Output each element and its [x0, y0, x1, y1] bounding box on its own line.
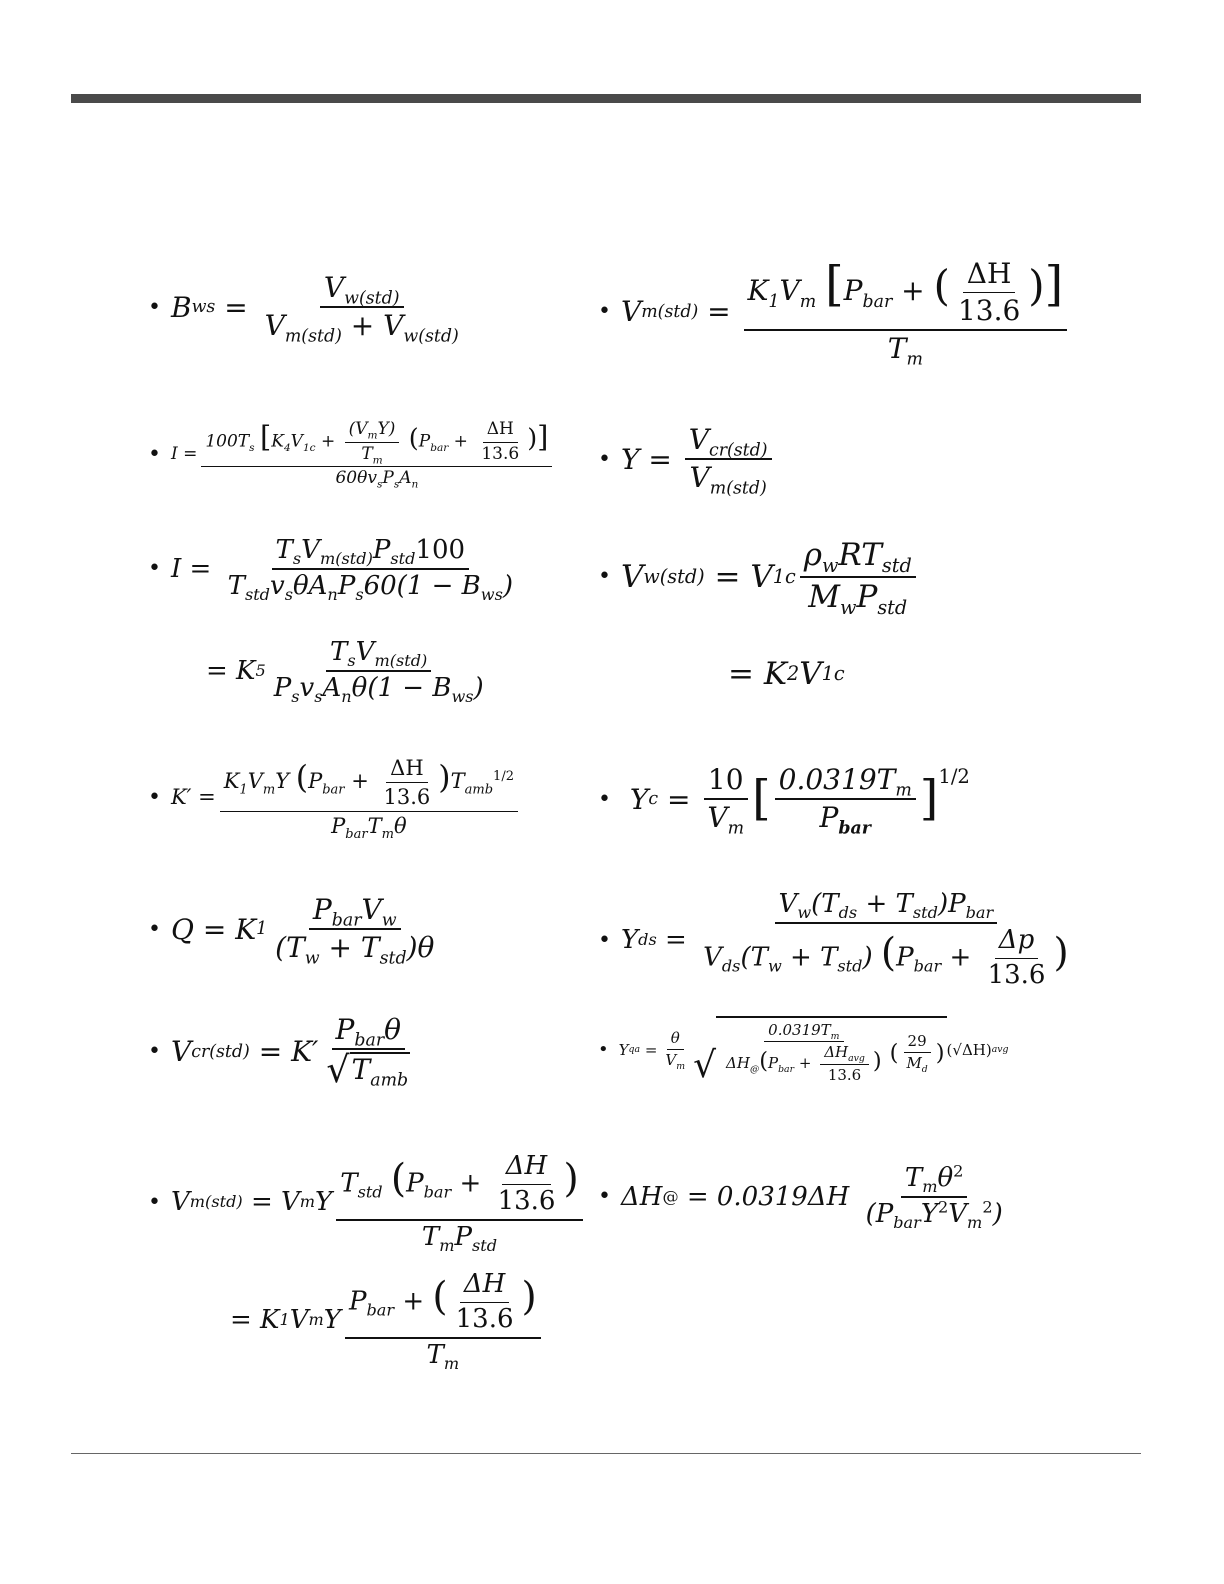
square-root: √ $T_{amb}$ — [326, 1048, 409, 1092]
equation-bws: • B ws = $V_{w(std)}$ $V_{m(std)} + V_{w(std)}$ — [148, 272, 467, 342]
equation-i-full: • I = $T_sV_{m(std)}P_{std}100$ $T_{std}v_s\theta A_nP_s60(1 - B_{ws})$ — [148, 536, 521, 602]
equation-vm-std-k1: = K 1 V m Y $P_{bar}$ + ( $\frac{\Delta H}{13.6}$ ) $T_m$ — [230, 1270, 545, 1371]
fraction: $P_{bar}$ + ( $\frac{\Delta H}{13.6}$ ) $T_m$ — [345, 1270, 541, 1371]
equation-vw-std: • V w(std) = V 1c $\rho_wRT_{std}$ $M_wP_{std}$ — [598, 538, 920, 615]
equation-yds: • Y ds = $V_w(T_{ds} + T_{std})P_{bar}$ $V_{ds}(T_w + T_{std}) (P_{bar}$ + $\frac{\Delta p}{13.6}$ ) — [598, 890, 1077, 991]
footer-rule — [71, 1453, 1141, 1454]
equation-i-isokinetic: • I = $100T_s$ [$K_4V_{1c}$ + $(V_mY)$ $T_m$ ($P_{bar}$ + $\frac{\Delta H}{13.6}$ )] $60\theta v_sP_sA_n$ — [148, 420, 556, 489]
fraction: $T_sV_{m(std)}$ $P_sv_sA_n\theta(1 - B_{ws})$ — [273, 637, 484, 707]
equation-q: • Q = K 1 $P_{bar}V_w$ $(T_w + T_{std})\theta$ — [148, 894, 442, 964]
fraction: $K_1V_m$ [$P_{bar}$ + ( $\frac{\Delta H}{13.6}$ )] $T_m$ — [744, 258, 1068, 366]
equation-y: • Y = $V_{cr(std)}$ $V_{m(std)}$ — [598, 424, 776, 494]
equation-i-k5: = K 5 $T_sV_{m(std)}$ $P_sv_sA_n\theta(1 - B_{ws})$ — [206, 638, 492, 704]
equation-vm-std: • V m(std) = $K_1V_m$ [$P_{bar}$ + ( $\frac{\Delta H}{13.6}$ )] $T_m$ — [598, 258, 1071, 366]
fraction: $K_1V_mY$ ($P_{bar}$ + $\frac{\Delta H}{13.6}$ )$T_{amb}^{1/2}$ $P_{bar}T_m\theta$ — [220, 756, 518, 838]
fraction: $\frac{\theta}{V_m}$ — [665, 1029, 686, 1073]
fraction: $V_{w(std)}$ $V_{m(std)} + V_{w(std)}$ — [264, 271, 459, 347]
fraction: $100T_s$ [$K_4V_{1c}$ + $(V_mY)$ $T_m$ ($P_{bar}$ + $\frac{\Delta H}{13.6}$ )] $60\theta v_sP_sA_n$ — [201, 420, 552, 489]
fraction: $V_{cr(std)}$ $V_{m(std)}$ — [685, 424, 772, 494]
equation-yqa: • Y qa = $\frac{\theta}{V_m}$ √ $0.0319T_m$ $\Delta H_@(P_{bar}$ + $\Delta H_{avg}$ 13.6 ) ( 29 $M_d$ ) (√ΔH) avg — [598, 1016, 1008, 1084]
square-root: √ $0.0319T_m$ $\Delta H_@(P_{bar}$ + $\Delta H_{avg}$ 13.6 ) ( 29 $M_d$ ) — [693, 1016, 946, 1084]
fraction: $T_sV_{m(std)}P_{std}100$ $T_{std}v_s\theta A_nP_s60(1 - B_{ws})$ — [227, 535, 514, 605]
fraction: $P_{bar}\theta$ √ $T_{amb}$ — [326, 1013, 409, 1092]
fraction: $P_{bar}V_w$ $(T_w + T_{std})\theta$ — [275, 893, 435, 969]
fraction: $0.0319T_m$ $\Delta H_@(P_{bar}$ + $\Delta H_{avg}$ 13.6 ) — [726, 1021, 882, 1084]
fraction: $\rho_wRT_{std}$ $M_wP_{std}$ — [800, 538, 916, 615]
fraction: $0.0319T_m$ $P_{bar}$ — [775, 764, 916, 834]
equation-vw-k2: = K 2 V 1c — [728, 656, 845, 692]
equation-vm-std-y: • V m(std) = V m Y $T_{std}$ ($P_{bar}$ + $\frac{\Delta H}{13.6}$ ) $T_mP_{std}$ — [148, 1152, 587, 1253]
equation-yc: • Y c = $\frac{10}{V_m}$ [ $0.0319T_m$ $P_{bar}$ ] $^{1/2}$ — [598, 763, 970, 839]
header-rule — [71, 94, 1141, 103]
fraction: $\frac{10}{V_m}$ — [703, 764, 748, 834]
fraction: $T_m\theta^2$ $(P_{bar}Y^2V_m^2)$ — [865, 1161, 1003, 1233]
fraction: $T_{std}$ ($P_{bar}$ + $\frac{\Delta H}{13.6}$ ) $T_mP_{std}$ — [336, 1152, 582, 1253]
fraction: $V_w(T_{ds} + T_{std})P_{bar}$ $V_{ds}(T_w + T_{std}) (P_{bar}$ + $\frac{\Delta p}{13.6}$ ) — [703, 889, 1069, 990]
bullet: • — [148, 294, 161, 320]
equation-delta-h-at: • ΔH @ = 0.0319ΔH $T_m\theta^2$ $(P_{bar}Y^2V_m^2)$ — [598, 1164, 1011, 1230]
equation-vcr-std: • V cr(std) = K′ $P_{bar}\theta$ √ $T_{amb}$ — [148, 1014, 418, 1089]
equation-k-prime: • K′ = $K_1V_mY$ ($P_{bar}$ + $\frac{\Delta H}{13.6}$ )$T_{amb}^{1/2}$ $P_{bar}T_m\theta$ — [148, 756, 522, 838]
